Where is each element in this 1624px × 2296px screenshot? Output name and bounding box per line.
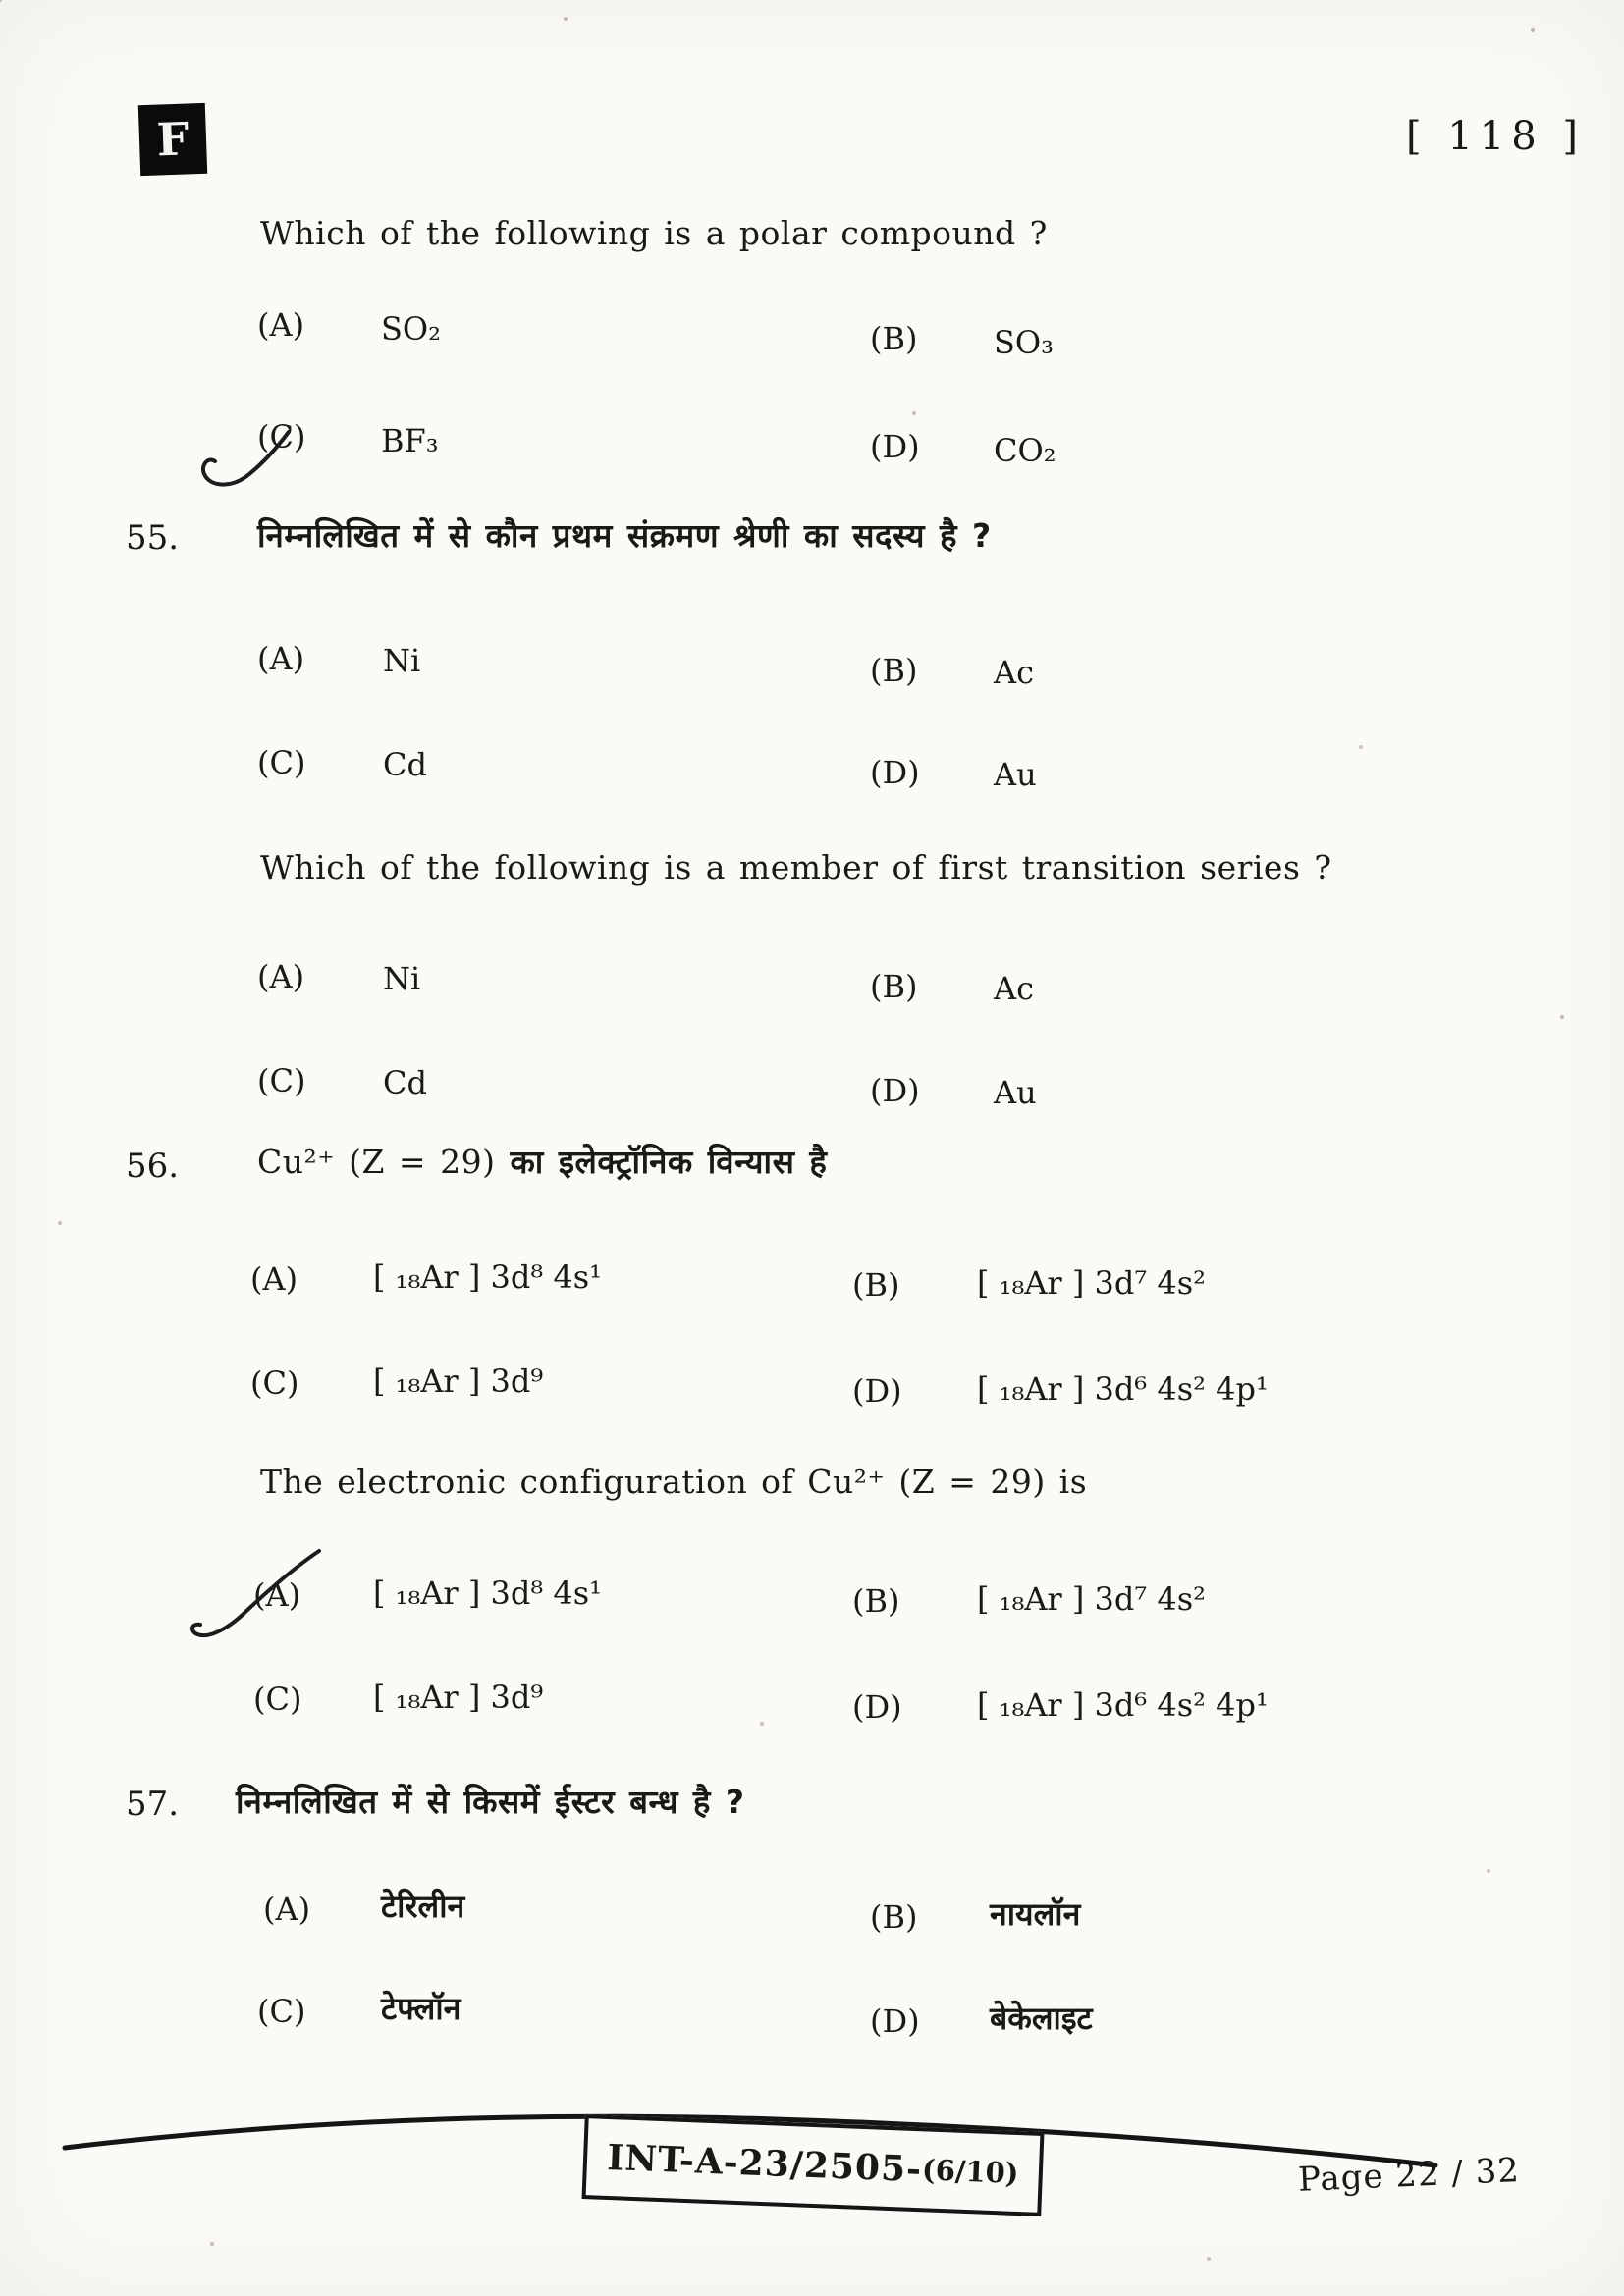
q56-hi-option-c-value: [ ₁₈Ar ] 3d⁹ <box>373 1362 544 1400</box>
q55-en-option-a-value: Ni <box>383 960 421 997</box>
q54-option-a-value: SO₂ <box>381 310 441 347</box>
q56-en-option-b-value: [ ₁₈Ar ] 3d⁷ 4s² <box>977 1580 1206 1618</box>
q56-en-option-a-label: (A) <box>253 1576 301 1614</box>
q56-hi-option-b-value: [ ₁₈Ar ] 3d⁷ 4s² <box>977 1264 1206 1302</box>
q55-en-option-c-value: Cd <box>383 1064 427 1101</box>
q56-en-option-d-label: (D) <box>852 1688 902 1726</box>
q56-question-hi-formula: Cu²⁺ (Z = 29) <box>257 1143 496 1181</box>
q56-hi-option-a-value: [ ₁₈Ar ] 3d⁸ 4s¹ <box>373 1258 602 1296</box>
q55-en-option-b-value: Ac <box>994 970 1035 1007</box>
q55-hi-option-d-label: (D) <box>870 754 920 791</box>
handwritten-tick-q54-option-c <box>185 416 310 501</box>
q54-option-d-label: (D) <box>870 428 920 465</box>
q54-option-b-value: SO₃ <box>994 324 1054 361</box>
q56-hi-option-d-value: [ ₁₈Ar ] 3d⁶ 4s² 4p¹ <box>977 1370 1269 1408</box>
q56-en-option-a-value: [ ₁₈Ar ] 3d⁸ 4s¹ <box>373 1575 602 1612</box>
booklet-code-box <box>582 2114 1045 2216</box>
q55-hi-option-a-value: Ni <box>383 642 421 679</box>
q57-question-hi: निम्नलिखित में से किसमें ईस्टर बन्ध है ? <box>236 1783 745 1821</box>
scan-speckles <box>0 0 2 2</box>
section-badge-label: F <box>155 112 190 167</box>
q56-en-option-c-value: [ ₁₈Ar ] 3d⁹ <box>373 1679 544 1716</box>
q56-hi-option-c-label: (C) <box>250 1364 299 1402</box>
q54-option-b-label: (B) <box>870 320 918 357</box>
page-indicator: Page 22 / 32 <box>1297 2151 1521 2200</box>
q55-en-option-c-label: (C) <box>257 1062 306 1099</box>
q56-en-option-b-label: (B) <box>852 1582 900 1620</box>
q54-option-a-label: (A) <box>257 306 305 344</box>
q56-hi-option-b-label: (B) <box>852 1266 900 1304</box>
q57-option-a-value: टेरिलीन <box>381 1888 465 1925</box>
q55-en-option-d-label: (D) <box>870 1072 920 1109</box>
handwritten-tick-q56-option-a <box>182 1545 329 1645</box>
q55-hi-option-a-label: (A) <box>257 640 305 677</box>
q55-hi-option-c-label: (C) <box>257 744 306 781</box>
q56-en-option-c-label: (C) <box>253 1681 302 1718</box>
q56-question-hi <box>257 1139 827 1183</box>
q55-hi-option-b-label: (B) <box>870 652 918 689</box>
q54-question-en: Which of the following is a polar compound ? <box>260 214 1048 252</box>
q55-hi-option-b-value: Ac <box>994 654 1035 691</box>
q55-en-option-b-label: (B) <box>870 968 918 1005</box>
q56-hi-option-a-label: (A) <box>250 1260 298 1298</box>
q54-option-c-value: BF₃ <box>381 422 439 459</box>
booklet-code: INT-A-23/2505- <box>606 2136 923 2191</box>
q55-question-hi: निम्नलिखित में से कौन प्रथम संक्रमण श्रेणी का सदस्य है ? <box>257 516 992 555</box>
q55-en-option-d-value: Au <box>994 1074 1037 1111</box>
q54-option-c-label: (C) <box>257 418 306 455</box>
q56-question-hi-rest: का इलेक्ट्रॉनिक विन्यास है <box>495 1143 828 1181</box>
q56-number: 56. <box>126 1147 180 1186</box>
q55-question-en: Which of the following is a member of first transition series ? <box>260 848 1332 886</box>
q56-question-en: The electronic configuration of Cu²⁺ (Z = 29) is <box>260 1463 1088 1501</box>
q55-number: 55. <box>126 518 180 558</box>
q57-option-b-label: (B) <box>870 1898 918 1936</box>
booklet-code-suffix: (6/10) <box>921 2153 1020 2191</box>
q56-hi-option-d-label: (D) <box>852 1372 902 1410</box>
q55-hi-option-d-value: Au <box>994 756 1037 793</box>
q54-option-d-value: CO₂ <box>994 432 1056 469</box>
q57-number: 57. <box>126 1785 180 1824</box>
q55-hi-option-c-value: Cd <box>383 746 427 783</box>
q56-en-option-d-value: [ ₁₈Ar ] 3d⁶ 4s² 4p¹ <box>977 1686 1269 1724</box>
q57-option-d-label: (D) <box>870 2002 920 2040</box>
q57-option-a-label: (A) <box>263 1891 311 1928</box>
q57-option-b-value: नायलॉन <box>990 1896 1081 1933</box>
section-badge <box>138 103 207 176</box>
q57-option-c-value: टेफ्लॉन <box>381 1990 461 2027</box>
page-number-header: [ 118 ] <box>1406 114 1585 159</box>
q57-option-c-label: (C) <box>257 1993 306 2030</box>
q55-en-option-a-label: (A) <box>257 958 305 995</box>
q57-option-d-value: बेकेलाइट <box>990 2000 1093 2037</box>
